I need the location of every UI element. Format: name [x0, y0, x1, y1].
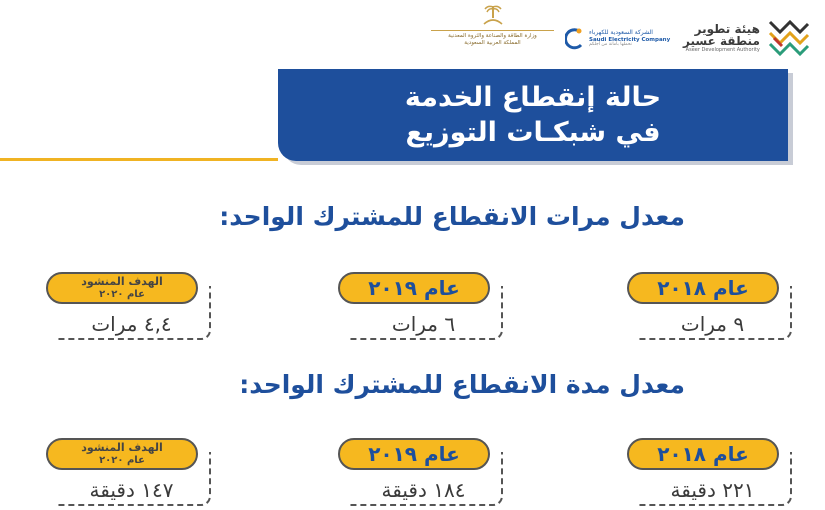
card-duration-2019 [338, 438, 503, 506]
ministry-text-line1: وزارة الطاقة والصناعة والثروة المعدنية [448, 33, 537, 39]
header-logos [0, 0, 825, 70]
sec-logo-tagline: نحملها بأمانة من أجلكم [589, 41, 632, 47]
aseer-logo-en: Aseer Development Authority [685, 46, 760, 53]
card-value: ٦ مرات [391, 312, 456, 336]
title-banner [278, 69, 788, 161]
aseer-development-logo [683, 16, 813, 60]
card-frequency-target-2020 [46, 272, 211, 340]
target-pill [46, 272, 198, 304]
sec-logo-text [589, 30, 670, 48]
card-duration-2018 [627, 438, 792, 506]
card-value: ١٨٤ دقيقة [381, 478, 466, 502]
card-frequency-2019 [338, 272, 503, 340]
year-pill [338, 272, 490, 304]
palm-swords-emblem-icon [480, 2, 506, 28]
card-duration-target-2020 [46, 438, 211, 506]
card-value: ٢٢١ دقيقة [670, 478, 755, 502]
aseer-mark-icon [768, 18, 810, 58]
aseer-logo-ar-line1: هيئة تطوير [694, 21, 760, 36]
aseer-logo-text [683, 23, 760, 53]
target-pill [46, 438, 198, 470]
target-year: عام ٢٠٢٠ [99, 454, 145, 466]
card-value: ٤,٤ مرات [91, 312, 172, 336]
year-label: عام ٢٠١٨ [657, 276, 749, 300]
year-pill [627, 272, 779, 304]
gold-accent-line [0, 158, 278, 161]
target-label: الهدف المنشود [81, 441, 163, 455]
year-label: عام ٢٠١٨ [657, 442, 749, 466]
card-value: ٩ مرات [680, 312, 745, 336]
aseer-logo-ar-line2: منطقة عسير [683, 34, 760, 49]
sec-logo-en: Saudi Electricity Company [589, 36, 671, 43]
ministry-logo [425, 2, 560, 62]
year-pill [338, 438, 490, 470]
page-title-line1: حالة إنقطاع الخدمة [404, 81, 662, 113]
ministry-divider [431, 30, 554, 31]
section-heading-duration: معدل مدة الانقطاع للمشترك الواحد: [239, 370, 685, 399]
card-value: ١٤٧ دقيقة [89, 478, 174, 502]
year-label: عام ٢٠١٩ [368, 442, 460, 466]
target-year: عام ٢٠٢٠ [99, 288, 145, 300]
saudi-electricity-logo [565, 22, 680, 56]
year-pill [627, 438, 779, 470]
target-label: الهدف المنشود [81, 275, 163, 289]
section-heading-frequency: معدل مرات الانقطاع للمشترك الواحد: [219, 202, 685, 231]
card-frequency-2018 [627, 272, 792, 340]
sec-logo-ar: الشركة السعودية للكهرباء [589, 29, 653, 37]
year-label: عام ٢٠١٩ [368, 276, 460, 300]
ministry-text-line2: المملكة العربية السعودية [464, 40, 521, 47]
page-title-line2: في شبكـات التوزيع [405, 117, 661, 148]
sec-emblem-icon [565, 28, 585, 50]
